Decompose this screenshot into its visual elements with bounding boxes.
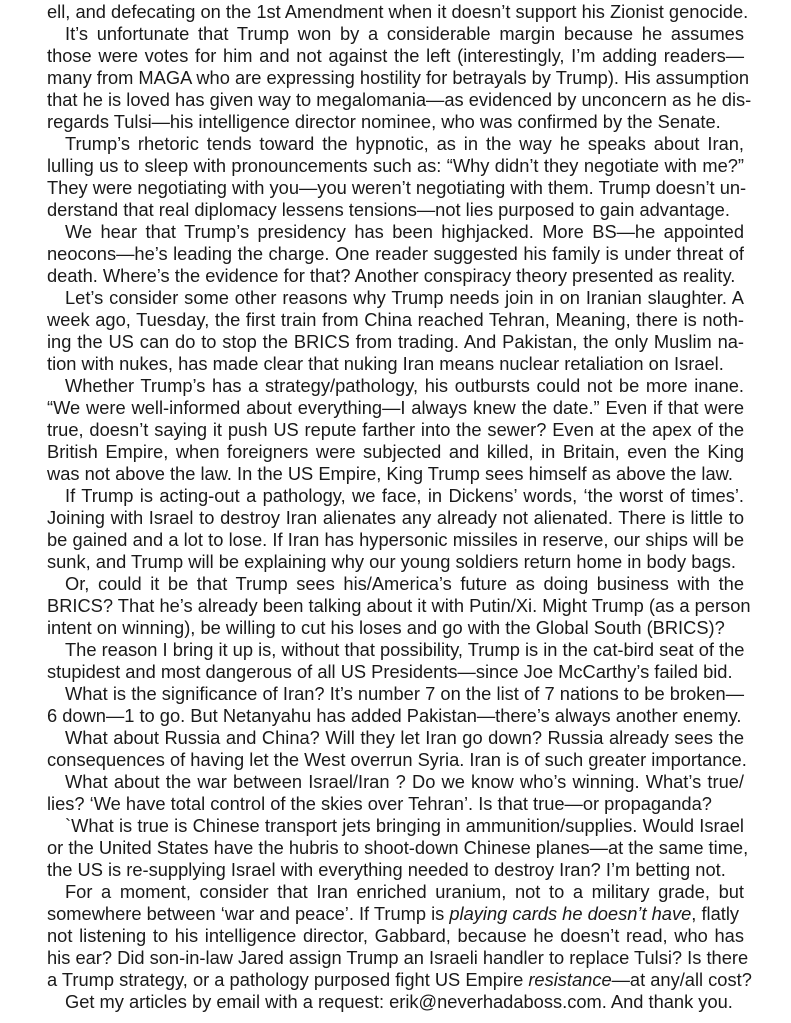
text-line: intent on winning), be willing to cut his loses and go with the Global South (BRICS)?	[47, 617, 725, 638]
text-run: , flatly	[691, 903, 740, 924]
text-line: be gained and a lot to lose. If Iran has hypersonic missiles in reserve, our ships will be	[47, 529, 744, 550]
italic-phrase: resistance	[528, 969, 612, 990]
text-line: The reason I bring it up is, without that possibility, Trump is in the cat-bird seat of the	[65, 639, 745, 660]
text-line: BRICS? That he’s already been talking about it with Putin/Xi. Might Trump (as a person	[47, 595, 751, 616]
text-line: Whether Trump’s has a strategy/pathology, his outbursts could not be more inane.	[65, 375, 744, 396]
text-line: derstand that real diplomacy lessens tensions—not lies purposed to gain advantage.	[47, 199, 730, 220]
text-run: —at any/all cost?	[611, 969, 752, 990]
text-line: For a moment, consider that Iran enriched uranium, not to a military grade, but	[65, 881, 744, 902]
text-line: ing the US can do to stop the BRICS from trading. And Pakistan, the only Muslim na-	[47, 331, 744, 352]
text-line: regards Tulsi—his intelligence director nominee, who was confirmed by the Senate.	[47, 111, 721, 132]
text-line: If Trump is acting-out a pathology, we face, in Dickens’ words, ‘the worst of times’.	[65, 485, 744, 506]
text-line: tion with nukes, has made clear that nuking Iran means nuclear retaliation on Israel.	[47, 353, 724, 374]
text-line: neocons—he’s leading the charge. One reader suggested his family is under threat of	[47, 243, 744, 264]
text-line: What about Russia and China? Will they let Iran go down? Russia already sees the	[65, 727, 744, 748]
text-line: that he is loved has given way to megalomania—as evidenced by unconcern as he dis-	[47, 89, 752, 110]
text-line: Or, could it be that Trump sees his/America’s future as doing business with the	[65, 573, 744, 594]
text-line: those were votes for him and not against the left (interestingly, I’m adding readers—	[47, 45, 744, 66]
text-line: Joining with Israel to destroy Iran alienates any already not alienated. There is little to	[47, 507, 744, 528]
text-line: true, doesn’t saying it push US repute farther into the sewer? Even at the apex of the	[47, 419, 744, 440]
text-line: stupidest and most dangerous of all US Presidents—since Joe McCarthy’s failed bid.	[47, 661, 733, 682]
text-line: week ago, Tuesday, the first train from China reached Tehran, Meaning, there is noth-	[47, 309, 744, 330]
text-line: They were negotiating with you—you weren’t negotiating with them. Trump doesn’t un-	[47, 177, 747, 198]
text-line: Trump’s rhetoric tends toward the hypnotic, as in the way he speaks about Iran,	[65, 133, 744, 154]
text-line: Let’s consider some other reasons why Trump needs join in on Iranian slaughter. A	[65, 287, 744, 308]
text-line: It’s unfortunate that Trump won by a considerable margin because he assumes	[65, 23, 744, 44]
text-line: the US is re-supplying Israel with everything needed to destroy Iran? I’m betting not.	[47, 859, 726, 880]
text-line: ell, and defecating on the 1st Amendment when it doesn’t support his Zionist genocide.	[47, 1, 749, 22]
text-line: 6 down—1 to go. But Netanyahu has added Pakistan—there’s always another enemy.	[47, 705, 742, 726]
text-line: sunk, and Trump will be explaining why our young soldiers return home in body bags.	[47, 551, 736, 572]
text-line	[47, 903, 744, 925]
text-run: somewhere between ‘war and peace’. If Trump is	[47, 903, 450, 924]
text-line: What about the war between Israel/Iran ? Do we know who’s winning. What’s true/	[65, 771, 744, 792]
closing-line: Get my articles by email with a request: erik@neverhadaboss.com. And thank you.	[65, 991, 733, 1012]
text-line: many from MAGA who are expressing hostility for betrayals by Trump). His assumption	[47, 67, 750, 88]
text-line	[47, 969, 752, 991]
text-line: death. Where’s the evidence for that? Another conspiracy theory presented as reality.	[47, 265, 736, 286]
text-line: his ear? Did son-in-law Jared assign Trump an Israeli handler to replace Tulsi? Is there	[47, 947, 749, 968]
text-line: or the United States have the hubris to shoot-down Chinese planes—at the same time,	[47, 837, 749, 858]
text-line: What is the significance of Iran? It’s number 7 on the list of 7 nations to be broken—	[65, 683, 744, 704]
text-run: a Trump strategy, or a pathology purposed fight US Empire	[47, 969, 529, 990]
italic-phrase: playing cards he doesn’t have	[449, 903, 692, 924]
text-line: We hear that Trump’s presidency has been highjacked. More BS—he appointed	[65, 221, 744, 242]
text-line: consequences of having let the West overrun Syria. Iran is of such greater importance.	[47, 749, 747, 770]
text-line: “We were well-informed about everything—I always knew the date.” Even if that were	[47, 397, 744, 418]
text-line: British Empire, when foreigners were subjected and killed, in Britain, even the King	[47, 441, 744, 462]
text-line: was not above the law. In the US Empire, King Trump sees himself as above the law.	[47, 463, 733, 484]
text-line: lulling us to sleep with pronouncements such as: “Why didn’t they negotiate with me?”	[47, 155, 744, 176]
text-line: `What is true is Chinese transport jets bringing in ammunition/supplies. Would Israel	[65, 815, 744, 836]
text-line: lies? ‘We have total control of the skies over Tehran’. Is that true—or propaganda?	[47, 793, 712, 814]
text-line: not listening to his intelligence director, Gabbard, because he doesn’t read, who has	[47, 925, 744, 946]
